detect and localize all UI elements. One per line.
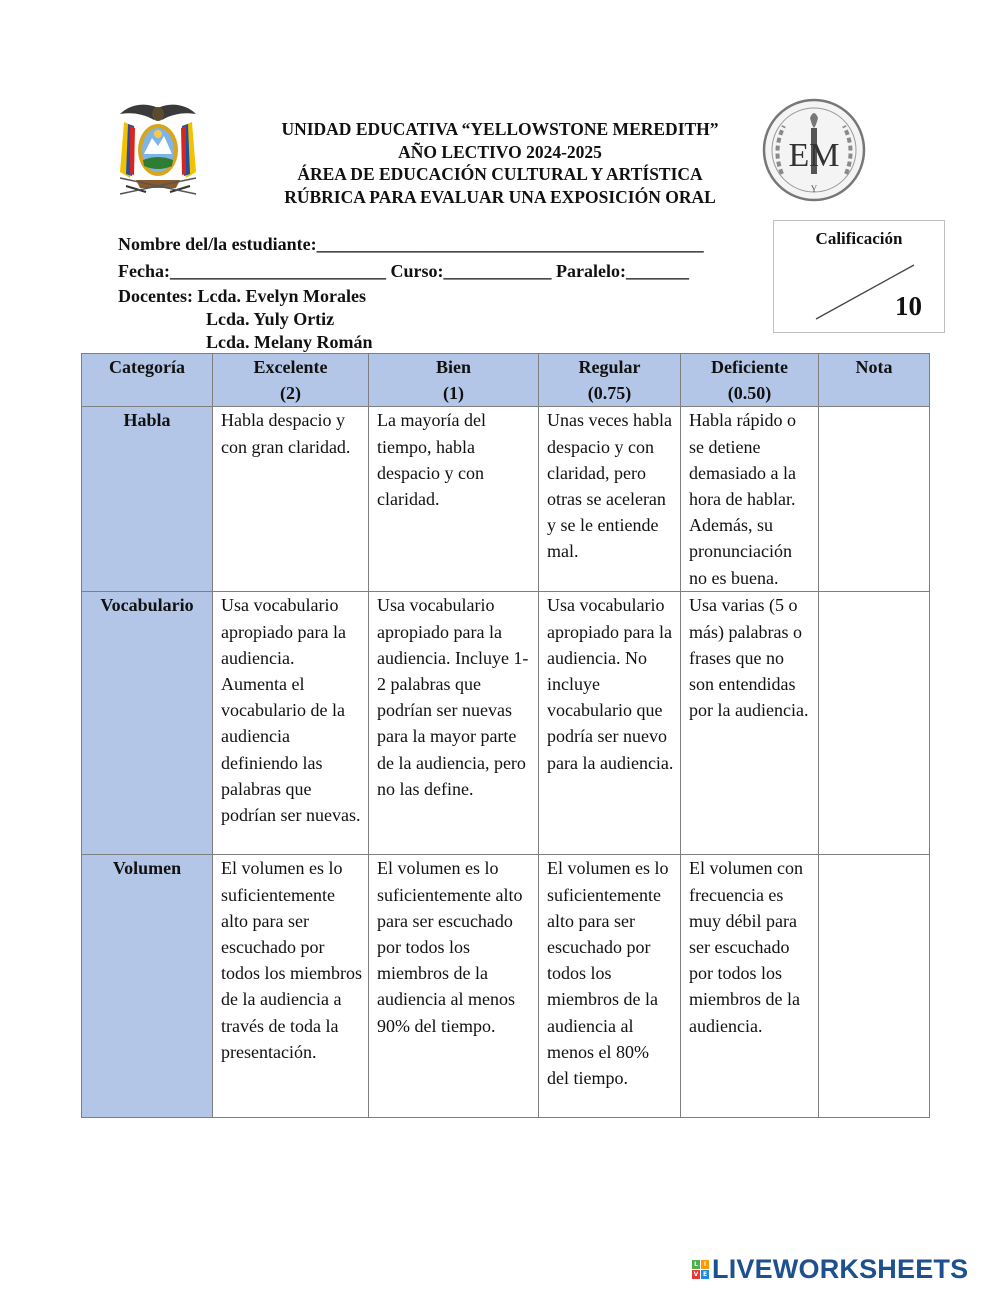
teachers-label: Docentes: Lcda. Evelyn Morales: [118, 286, 366, 306]
grid-letter: I: [701, 1260, 709, 1269]
header-deficiente: [681, 354, 819, 407]
school-name: UNIDAD EDUCATIVA “YELLOWSTONE MEREDITH”: [281, 119, 719, 139]
header-regular: [539, 354, 681, 407]
header-excelente: [213, 354, 369, 407]
date-course-row[interactable]: Fecha:________________________ Curso:____________ Paralelo:_______: [118, 261, 689, 281]
excelente-cell: Habla despacio y con gran claridad.: [213, 407, 369, 592]
liveworksheets-logo[interactable]: [692, 1254, 968, 1284]
header-bien: [369, 354, 539, 407]
bien-cell: Usa vocabulario apropiado para la audiencia. Incluye 1-2 palabras que podrían ser nuevas para la mayor parte de la audiencia, pero no las define.: [369, 592, 539, 855]
grid-letter: V: [693, 1270, 699, 1278]
header-points: (2): [280, 383, 301, 404]
grid-letter: E: [702, 1270, 708, 1278]
header-points: (0.50): [727, 383, 772, 404]
nota-cell[interactable]: [819, 592, 930, 855]
teacher-3: Lcda. Melany Román: [206, 332, 373, 352]
header-label: Categoría: [109, 357, 185, 377]
table-row: [82, 855, 930, 1118]
document-header: [240, 118, 760, 208]
bien-cell: La mayoría del tiempo, habla despacio y con claridad.: [369, 407, 539, 592]
deficiente-cell: Habla rápido o se detiene demasiado a la hora de hablar. Además, su pronunciación no es buena.: [681, 407, 819, 592]
school-year: AÑO LECTIVO 2024-2025: [398, 141, 602, 162]
category-cell: Volumen: [82, 855, 213, 1118]
liveworksheets-wordmark: LIVEWORKSHEETS: [712, 1253, 969, 1284]
regular-cell: El volumen es lo suficientemente alto para ser escuchado por todos los miembros de la audiencia al menos el 80% del tiempo.: [539, 855, 681, 1118]
teacher-2: Lcda. Yuly Ortiz: [206, 309, 335, 329]
regular-cell: Usa vocabulario apropiado para la audiencia. No incluye vocabulario que podría ser nuevo para la audiencia.: [539, 592, 681, 855]
document-title: RÚBRICA PARA EVALUAR UNA EXPOSICIÓN ORAL: [284, 186, 716, 207]
excelente-cell: El volumen es lo suficientemente alto para ser escuchado por todos los miembros de la audiencia a través de toda la presentación.: [213, 855, 369, 1118]
nota-cell[interactable]: [819, 407, 930, 592]
ecuador-coat-of-arms-icon: [116, 100, 200, 196]
seal-small-letter: Y: [810, 184, 818, 194]
grade-label: Calificación: [815, 229, 903, 248]
bien-cell: El volumen es lo suficientemente alto para ser escuchado por todos los miembros de la audiencia al menos 90% del tiempo.: [369, 855, 539, 1118]
header-points: (0.75): [587, 383, 632, 404]
regular-cell: Unas veces habla despacio y con claridad, pero otras se aceleran y se le entiende mal.: [539, 407, 681, 592]
header-label: Bien: [435, 357, 471, 377]
grade-value: 10: [895, 291, 922, 321]
grade-box[interactable]: [773, 220, 945, 333]
excelente-cell: Usa vocabulario apropiado para la audiencia. Aumenta el vocabulario de la audiencia definiendo las palabras que podrían ser nuevas.: [213, 592, 369, 855]
nota-cell[interactable]: [819, 855, 930, 1118]
category-cell: Vocabulario: [82, 592, 213, 855]
header-label: Excelente: [253, 357, 328, 377]
header-label: Regular: [578, 357, 641, 377]
student-name-field[interactable]: Nombre del/la estudiante:___________________________________________: [118, 234, 704, 254]
header-points: (1): [443, 383, 464, 404]
table-header-row: [82, 354, 930, 407]
header-label: Deficiente: [711, 357, 788, 377]
category-cell: Habla: [82, 407, 213, 592]
rubric-table: [81, 353, 930, 1118]
table-row: [82, 592, 930, 855]
deficiente-cell: Usa varias (5 o más) palabras o frases que no son entendidas por la audiencia.: [681, 592, 819, 855]
subject-area: ÁREA DE EDUCACIÓN CULTURAL Y ARTÍSTICA: [297, 164, 703, 184]
table-row: [82, 407, 930, 592]
header-categoria: [82, 354, 213, 407]
school-seal-icon: [762, 98, 866, 202]
liveworksheets-grid-icon: [692, 1260, 709, 1279]
header-nota: [819, 354, 930, 407]
deficiente-cell: El volumen con frecuencia es muy débil para ser escuchado por todos los miembros de la audiencia.: [681, 855, 819, 1118]
header-label: Nota: [855, 357, 893, 377]
grid-letter: L: [692, 1260, 700, 1269]
seal-letters: EM: [788, 137, 840, 174]
